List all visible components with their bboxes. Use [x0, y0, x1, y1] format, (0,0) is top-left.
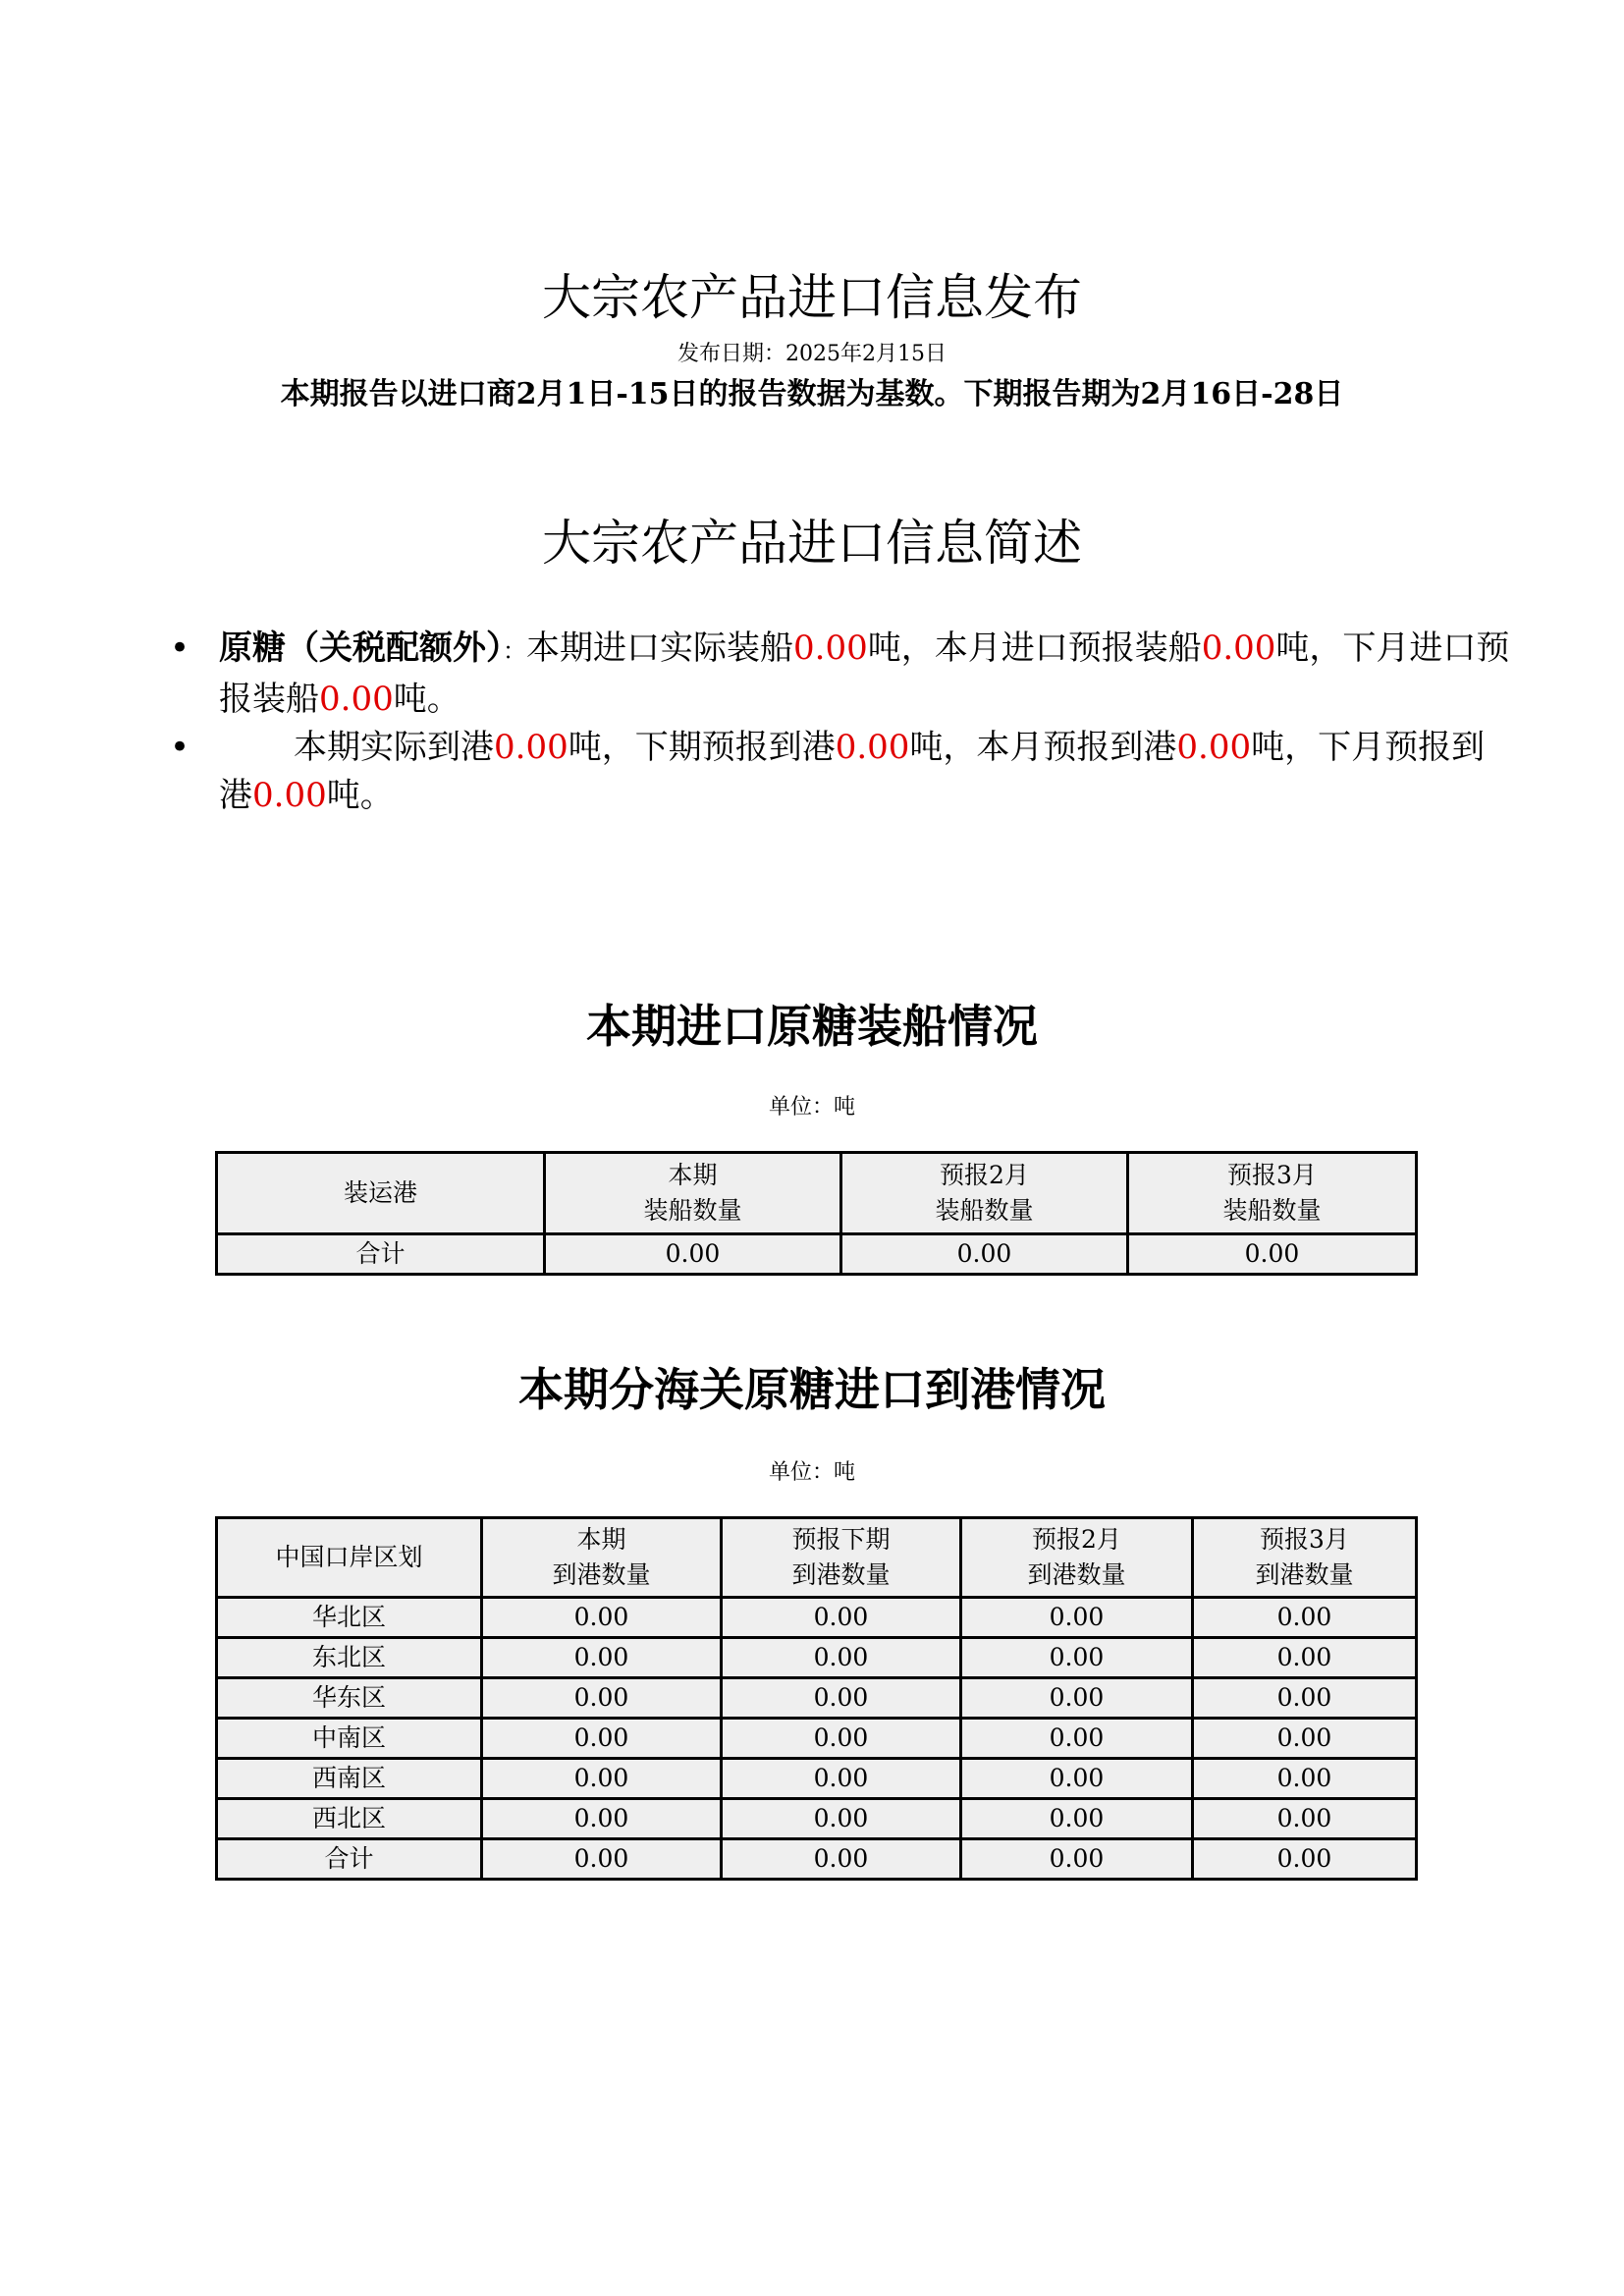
summary-value: 0.00 — [1176, 728, 1252, 767]
row-label: 合计 — [217, 1234, 545, 1275]
table-cell: 0.00 — [482, 1638, 722, 1678]
header-cell: 本期 到港数量 — [482, 1518, 722, 1598]
table-row — [217, 1719, 1417, 1759]
bullet-icon: • — [170, 728, 190, 767]
table-cell: 0.00 — [722, 1839, 961, 1880]
table-cell: 0.00 — [1193, 1759, 1417, 1799]
table-row — [217, 1234, 1417, 1275]
summary-text: 吨，本月预报到港 — [909, 728, 1177, 767]
header-cell: 预报下期 到港数量 — [722, 1518, 961, 1598]
header-cell: 预报2月 到港数量 — [961, 1518, 1193, 1598]
summary-item — [162, 724, 1517, 820]
header-cell: 本期 装船数量 — [545, 1153, 841, 1234]
table-row — [217, 1598, 1417, 1638]
shipment-table — [215, 1151, 1418, 1276]
header-cell: 预报2月 装船数量 — [841, 1153, 1128, 1234]
header-cell: 装运港 — [217, 1153, 545, 1234]
summary-text: 吨。 — [393, 680, 460, 719]
row-label: 西北区 — [217, 1799, 482, 1839]
summary-text: 吨，下期预报到港 — [568, 728, 836, 767]
header-cell: 预报3月 到港数量 — [1193, 1518, 1417, 1598]
table-cell: 0.00 — [482, 1678, 722, 1719]
bullet-icon: • — [170, 629, 190, 668]
table-cell: 0.00 — [961, 1839, 1193, 1880]
table-cell: 0.00 — [722, 1638, 961, 1678]
product-colon: ： — [503, 637, 526, 665]
summary-text: 本期实际到港 — [294, 728, 494, 767]
table-cell: 0.00 — [961, 1638, 1193, 1678]
page-title: 大宗农产品进口信息发布 — [542, 269, 1082, 326]
table-cell: 0.00 — [1193, 1598, 1417, 1638]
table-cell: 0.00 — [1193, 1638, 1417, 1678]
table-cell: 0.00 — [722, 1598, 961, 1638]
table-cell: 0.00 — [961, 1799, 1193, 1839]
shipment-table-unit: 单位：吨 — [768, 1095, 855, 1120]
table-cell: 0.00 — [722, 1678, 961, 1719]
table-cell: 0.00 — [961, 1598, 1193, 1638]
arrival-table-title: 本期分海关原糖进口到港情况 — [518, 1363, 1106, 1416]
table-cell: 0.00 — [1193, 1719, 1417, 1759]
summary-text: 本期进口实际装船 — [526, 629, 793, 668]
summary-value: 0.00 — [494, 728, 568, 767]
table-cell: 0.00 — [722, 1719, 961, 1759]
table-cell: 0.00 — [722, 1799, 961, 1839]
table-cell: 0.00 — [482, 1598, 722, 1638]
row-label: 华东区 — [217, 1678, 482, 1719]
table-row — [217, 1839, 1417, 1880]
summary-text: 吨，本月进口预报装船 — [867, 629, 1202, 668]
shipment-table-title: 本期进口原糖装船情况 — [586, 1000, 1038, 1053]
table-cell: 0.00 — [482, 1759, 722, 1799]
summary-value: 0.00 — [835, 728, 910, 767]
period-note: 本期报告以进口商2月1日-15日的报告数据为基数。下期报告期为2月16日-28日 — [280, 377, 1344, 411]
table-row — [217, 1759, 1417, 1799]
table-header-row — [217, 1153, 1417, 1234]
table-cell: 0.00 — [1193, 1678, 1417, 1719]
table-cell: 0.00 — [1193, 1839, 1417, 1880]
summary-title: 大宗农产品进口信息简述 — [542, 515, 1082, 572]
header-cell: 预报3月 装船数量 — [1128, 1153, 1417, 1234]
table-cell: 0.00 — [1193, 1799, 1417, 1839]
row-label: 东北区 — [217, 1638, 482, 1678]
table-cell: 0.00 — [722, 1759, 961, 1799]
publish-date: 发布日期：2025年2月15日 — [677, 342, 947, 366]
summary-value: 0.00 — [252, 776, 327, 815]
table-cell: 0.00 — [961, 1719, 1193, 1759]
summary-list — [162, 625, 1517, 820]
table-cell: 0.00 — [961, 1678, 1193, 1719]
product-name: 原糖（关税配额外） — [219, 629, 503, 668]
table-header-row — [217, 1518, 1417, 1598]
row-label: 华北区 — [217, 1598, 482, 1638]
summary-value: 0.00 — [319, 680, 394, 719]
summary-value: 0.00 — [1201, 629, 1276, 668]
row-label: 中南区 — [217, 1719, 482, 1759]
header-cell: 中国口岸区划 — [217, 1518, 482, 1598]
arrival-table-unit: 单位：吨 — [768, 1460, 855, 1485]
table-row — [217, 1678, 1417, 1719]
summary-text: 吨。 — [326, 776, 394, 815]
table-cell: 0.00 — [961, 1759, 1193, 1799]
arrival-table — [215, 1516, 1418, 1881]
table-cell: 0.00 — [482, 1799, 722, 1839]
table-cell: 0.00 — [841, 1234, 1128, 1275]
summary-item — [162, 625, 1517, 724]
table-cell: 0.00 — [482, 1839, 722, 1880]
table-cell: 0.00 — [1128, 1234, 1417, 1275]
summary-text: 吨，下月进口预报装船 — [219, 629, 1510, 719]
table-cell: 0.00 — [545, 1234, 841, 1275]
table-cell: 0.00 — [482, 1719, 722, 1759]
summary-text: 吨，下月预报到港 — [219, 728, 1486, 815]
row-label: 合计 — [217, 1839, 482, 1880]
summary-value: 0.00 — [793, 629, 868, 668]
table-row — [217, 1799, 1417, 1839]
table-row — [217, 1638, 1417, 1678]
row-label: 西南区 — [217, 1759, 482, 1799]
